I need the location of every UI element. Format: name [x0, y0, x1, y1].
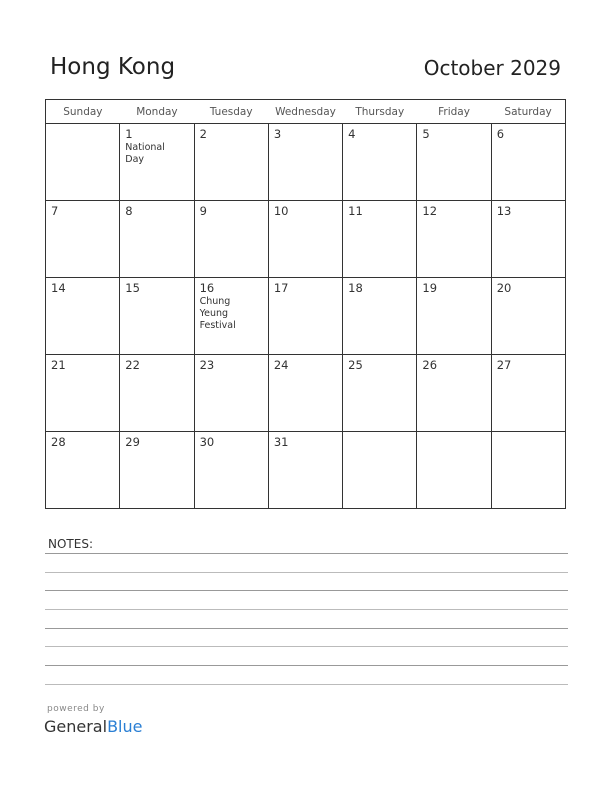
day-cell	[491, 278, 565, 355]
note-line	[45, 646, 568, 647]
day-number: 20	[496, 281, 512, 295]
day-number: 21	[51, 358, 66, 372]
day-number: 17	[273, 281, 289, 295]
day-cell	[343, 278, 417, 355]
week-row	[46, 124, 566, 201]
day-cell	[46, 278, 120, 355]
holiday-label-line: Chung	[199, 296, 231, 307]
day-cell	[120, 355, 194, 432]
weekday-sunday: Sunday	[46, 100, 120, 124]
day-number: 12	[422, 204, 438, 218]
day-cell	[491, 432, 565, 509]
note-line	[45, 665, 568, 666]
day-number: 7	[51, 204, 59, 218]
day-cell	[343, 201, 417, 278]
day-number: 27	[496, 358, 512, 372]
month-year-title: October 2029	[423, 56, 561, 80]
day-number: 24	[273, 358, 289, 372]
day-number: 19	[422, 281, 438, 295]
note-line	[45, 553, 568, 554]
day-number: 16	[199, 281, 215, 295]
day-cell	[417, 201, 491, 278]
day-cell	[194, 355, 268, 432]
generalblue-logo	[44, 717, 142, 736]
week-row	[46, 432, 566, 509]
holiday-label	[125, 142, 189, 166]
day-cell	[120, 432, 194, 509]
day-cell	[268, 355, 342, 432]
day-cell	[268, 278, 342, 355]
day-cell	[268, 201, 342, 278]
day-number: 6	[496, 127, 505, 141]
day-number: 1	[125, 127, 133, 141]
day-cell	[194, 201, 268, 278]
holiday-label-line: Yeung	[199, 308, 229, 319]
day-number: 13	[496, 204, 512, 218]
calendar-grid	[45, 99, 566, 509]
weekday-tuesday: Tuesday	[194, 100, 268, 124]
notes-label: NOTES:	[48, 537, 93, 551]
weekday-thursday: Thursday	[343, 100, 417, 124]
day-cell	[343, 432, 417, 509]
day-cell	[46, 201, 120, 278]
day-cell	[343, 124, 417, 201]
holiday-label-line: Festival	[199, 320, 236, 331]
day-number: 25	[348, 358, 363, 372]
day-number: 28	[51, 435, 66, 449]
holiday-label	[200, 296, 264, 332]
day-number: 4	[348, 127, 356, 141]
day-number: 10	[273, 204, 289, 218]
week-row	[46, 201, 566, 278]
day-cell	[194, 124, 268, 201]
day-number: 3	[273, 127, 282, 141]
day-number: 18	[348, 281, 363, 295]
day-number: 2	[199, 127, 207, 141]
day-cell	[120, 124, 194, 201]
holiday-label-line: National	[125, 142, 165, 153]
day-number: 23	[199, 358, 215, 372]
day-cell	[120, 201, 194, 278]
day-number: 14	[51, 281, 66, 295]
weekday-saturday: Saturday	[491, 100, 565, 124]
weekday-monday: Monday	[120, 100, 194, 124]
day-cell	[417, 124, 491, 201]
powered-by-text: powered by	[47, 704, 105, 714]
day-cell	[491, 124, 565, 201]
week-row	[46, 278, 566, 355]
day-cell	[491, 355, 565, 432]
day-cell	[268, 124, 342, 201]
day-cell	[491, 201, 565, 278]
day-cell	[417, 278, 491, 355]
day-cell	[120, 278, 194, 355]
note-line	[45, 684, 568, 685]
brand-general: General	[44, 717, 108, 736]
day-number: 29	[125, 435, 140, 449]
holiday-label-line: Day	[125, 154, 145, 165]
day-cell	[46, 124, 120, 201]
note-line	[45, 609, 568, 610]
weekday-wednesday: Wednesday	[268, 100, 342, 124]
country-title: Hong Kong	[50, 54, 176, 80]
day-cell	[194, 432, 268, 509]
day-cell	[46, 355, 120, 432]
day-number: 8	[125, 204, 133, 218]
day-number: 15	[125, 281, 140, 295]
day-number: 30	[199, 435, 215, 449]
day-cell	[194, 278, 268, 355]
day-number: 22	[125, 358, 140, 372]
day-cell	[343, 355, 417, 432]
day-cell	[417, 432, 491, 509]
day-number: 11	[348, 204, 363, 218]
day-cell	[46, 432, 120, 509]
day-number: 26	[422, 358, 438, 372]
note-line	[45, 572, 568, 573]
note-line	[45, 628, 568, 629]
day-cell	[268, 432, 342, 509]
day-number: 5	[422, 127, 430, 141]
week-row	[46, 355, 566, 432]
weekday-header-row	[46, 100, 566, 124]
day-number: 31	[273, 435, 289, 449]
note-line	[45, 590, 568, 591]
day-number: 9	[199, 204, 207, 218]
brand-blue: Blue	[107, 717, 143, 736]
weekday-friday: Friday	[417, 100, 491, 124]
day-cell	[417, 355, 491, 432]
